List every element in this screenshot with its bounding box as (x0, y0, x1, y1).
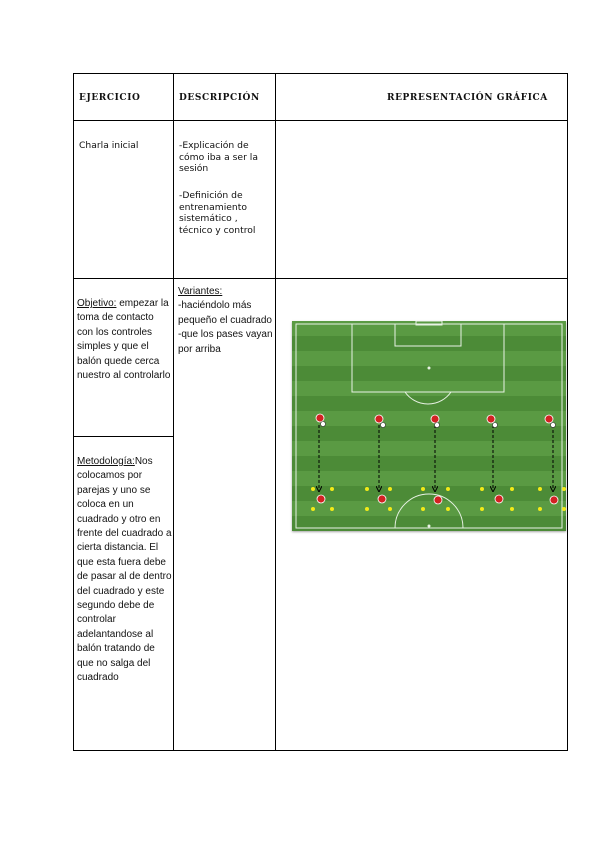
cone (421, 507, 425, 511)
variantes-2: -que los pases vayan por arriba (178, 329, 273, 355)
ball-4 (493, 423, 498, 428)
cone (538, 487, 542, 491)
col1-right-border (173, 73, 174, 751)
cone (538, 507, 542, 511)
variantes-cell (178, 285, 273, 357)
row1-descripcion-1: -Explicación de cómo iba a ser la sesión (179, 140, 258, 174)
cone (446, 507, 450, 511)
table-right-border (567, 73, 568, 751)
player-passer-1 (316, 414, 324, 422)
header-ejercicio: EJERCICIO (79, 93, 141, 103)
ball-5 (551, 423, 556, 428)
player-passer-2 (375, 415, 383, 423)
cone (388, 487, 392, 491)
header-bottom-border (73, 120, 568, 121)
cone (446, 487, 450, 491)
grass-stripes (292, 321, 566, 531)
player-receiver-1 (317, 495, 325, 503)
objetivo-cell (77, 297, 172, 383)
cone (562, 487, 566, 491)
football-drill-diagram (292, 321, 566, 531)
row1-descripcion-2: -Definición de entrenamiento sistemático , técnico y control (179, 190, 256, 236)
cone (510, 507, 514, 511)
cone (330, 487, 334, 491)
player-receiver-5 (550, 496, 558, 504)
ball-3 (435, 423, 440, 428)
header-descripcion: DESCRIPCIÓN (179, 93, 260, 103)
player-passer-3 (431, 415, 439, 423)
header-representacion: REPRESENTACIÓN GRÁFICA (387, 93, 548, 103)
objetivo-bottom-border (73, 436, 173, 437)
cone (480, 487, 484, 491)
table-top-border (73, 73, 568, 74)
objetivo-label: Objetivo: (77, 298, 117, 309)
cone (311, 507, 315, 511)
player-passer-4 (487, 415, 495, 423)
table-bottom-border (73, 750, 568, 751)
cone (311, 487, 315, 491)
cone (562, 507, 566, 511)
row1-ejercicio: Charla inicial (79, 140, 139, 151)
row1-bottom-border (73, 278, 568, 279)
objetivo-text: empezar la toma de contacto con los controles simples y que el balón quede cerca nuestro al controlarlo (77, 298, 171, 382)
cone (365, 487, 369, 491)
player-passer-5 (545, 415, 553, 423)
table-left-border (73, 73, 74, 751)
col2-right-border (275, 73, 276, 751)
cone (330, 507, 334, 511)
ball-1 (321, 422, 326, 427)
ball-2 (381, 423, 386, 428)
player-receiver-3 (434, 496, 442, 504)
player-receiver-4 (495, 495, 503, 503)
metodologia-text: Nos colocamos por parejas y uno se coloca en un cuadrado y otro en frente del cuadrado a cierta distancia. El que esta fuera debe de pasar al de dentro del cuadrado y este segundo debe de controlar adelantandose al balón tratando de que no salga del cuadrado (77, 456, 172, 684)
metodologia-cell (77, 455, 172, 686)
cone (421, 487, 425, 491)
player-receiver-2 (378, 495, 386, 503)
variantes-label: Variantes: (178, 286, 223, 297)
variantes-1: -haciéndolo más pequeño el cuadrado (178, 300, 272, 326)
cone (510, 487, 514, 491)
cone (480, 507, 484, 511)
metodologia-label: Metodología: (77, 456, 135, 467)
cone (365, 507, 369, 511)
cone (388, 507, 392, 511)
